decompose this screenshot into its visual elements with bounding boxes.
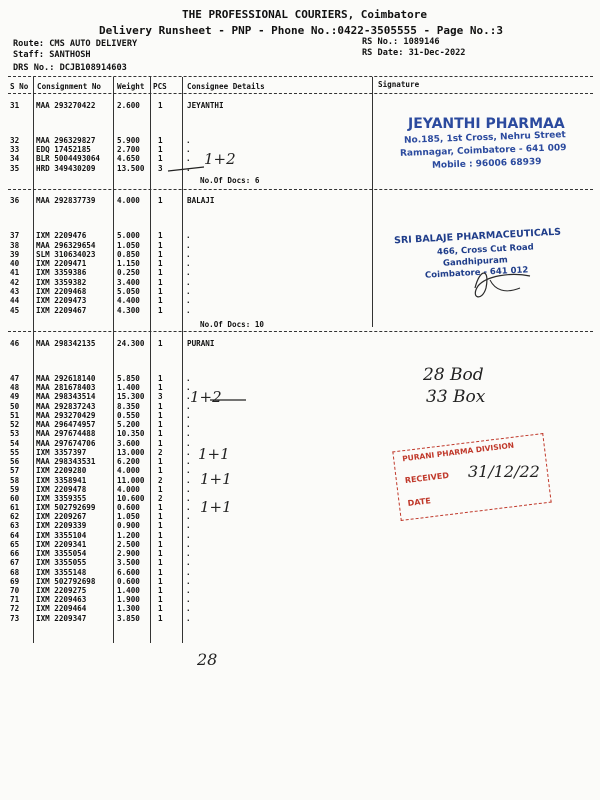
row-pcs: 1 (158, 521, 163, 530)
row-consignment: IXM 2209341 (36, 540, 87, 549)
row-pcs: 1 (158, 306, 163, 315)
row-weight: 1.900 (117, 595, 140, 604)
row-pcs: 1 (158, 374, 163, 383)
row-weight: 0.850 (117, 250, 140, 259)
row-consignment: MAA 297674488 (36, 429, 96, 438)
row-weight: 3.400 (117, 278, 140, 287)
row-weight: 1.050 (117, 241, 140, 250)
row-sno: 70 (10, 586, 20, 595)
row-weight: 15.300 (117, 392, 145, 401)
row-sno: 73 (10, 614, 20, 623)
row-consignment: IXM 3355054 (36, 549, 87, 558)
row-weight: 4.650 (117, 154, 140, 163)
row-mark: . (186, 383, 191, 392)
row-mark: . (186, 374, 191, 383)
row-sno: 66 (10, 549, 20, 558)
col-pcs: PCS (153, 82, 167, 91)
row-sno: 52 (10, 420, 20, 429)
row-mark: . (186, 296, 191, 305)
row-weight: 4.300 (117, 306, 140, 315)
row-pcs: 1 (158, 420, 163, 429)
row-weight: 10.600 (117, 494, 145, 503)
row-sno: 40 (10, 259, 20, 268)
row-consignment: IXM 3359355 (36, 494, 87, 503)
group-divider (8, 189, 593, 190)
row-mark: . (186, 268, 191, 277)
row-consignment: MAA 292837739 (36, 196, 96, 205)
divider (8, 76, 593, 77)
row-weight: 6.200 (117, 457, 140, 466)
row-sno: 71 (10, 595, 20, 604)
row-consignment: IXM 3359382 (36, 278, 87, 287)
row-sno: 58 (10, 476, 20, 485)
consignee-name: PURANI (187, 339, 215, 348)
row-mark: . (186, 531, 191, 540)
row-weight: 2.900 (117, 549, 140, 558)
row-pcs: 1 (158, 558, 163, 567)
row-sno: 41 (10, 268, 20, 277)
row-sno: 34 (10, 154, 20, 163)
consignee-name: BALAJI (187, 196, 215, 205)
row-consignment: MAA 281678403 (36, 383, 96, 392)
row-pcs: 1 (158, 549, 163, 558)
row-sno: 39 (10, 250, 20, 259)
staff-label: Staff: SANTHOSH (13, 50, 91, 60)
column-line (182, 77, 183, 643)
row-consignment: IXM 2209471 (36, 259, 87, 268)
route-label: Route: CMS AUTO DELIVERY (13, 39, 138, 49)
stamp-address: Coimbatore - 641 012 (424, 265, 529, 281)
row-consignment: SLM 310634023 (36, 250, 96, 259)
row-consignment: IXM 2209463 (36, 595, 87, 604)
row-sno: 42 (10, 278, 20, 287)
row-weight: 1.200 (117, 531, 140, 540)
row-weight: 13.000 (117, 448, 145, 457)
row-weight: 3.600 (117, 439, 140, 448)
row-consignment: HRD 349430209 (36, 164, 96, 173)
row-pcs: 2 (158, 494, 163, 503)
row-pcs: 1 (158, 196, 163, 205)
row-weight: 2.600 (117, 101, 140, 110)
row-sno: 56 (10, 457, 20, 466)
row-sno: 63 (10, 521, 20, 530)
total-note: 28 (197, 650, 218, 669)
row-pcs: 1 (158, 278, 163, 287)
row-pcs: 1 (158, 577, 163, 586)
row-pcs: 1 (158, 586, 163, 595)
row-mark: . (186, 402, 191, 411)
row-pcs: 1 (158, 568, 163, 577)
row-weight: 3.500 (117, 558, 140, 567)
row-weight: 4.000 (117, 466, 140, 475)
row-sno: 57 (10, 466, 20, 475)
row-weight: 1.150 (117, 259, 140, 268)
row-mark: . (186, 568, 191, 577)
row-pcs: 1 (158, 241, 163, 250)
row-pcs: 1 (158, 466, 163, 475)
date-label: DATE (407, 496, 432, 508)
col-sno: S No (10, 82, 29, 91)
row-consignment: EDQ 17452185 (36, 145, 91, 154)
row-consignment: MAA 293270429 (36, 411, 96, 420)
row-pcs: 1 (158, 154, 163, 163)
stamp-name: SRI BALAJE PHARMACEUTICALS (393, 226, 562, 247)
row-pcs: 2 (158, 476, 163, 485)
row-weight: 4.400 (117, 296, 140, 305)
row-sno: 67 (10, 558, 20, 567)
company-title: THE PROFESSIONAL COURIERS, Coimbatore (182, 8, 428, 21)
docs-count: No.Of Docs: 6 (200, 176, 260, 185)
row-sno: 32 (10, 136, 20, 145)
row-weight: 2.700 (117, 145, 140, 154)
stamp-phone: Mobile : 96006 68939 (431, 157, 542, 171)
col-consignee: Consignee Details (187, 82, 265, 91)
row-consignment: IXM 2209476 (36, 231, 87, 240)
handwritten-note: 1+2 (190, 388, 222, 406)
row-pcs: 1 (158, 503, 163, 512)
received-label: RECEIVED (404, 470, 450, 486)
row-mark: . (186, 278, 191, 287)
row-sno: 59 (10, 485, 20, 494)
consignee-name: JEYANTHI (187, 101, 224, 110)
row-mark: . (186, 503, 191, 512)
row-consignment: IXM 2209473 (36, 296, 87, 305)
stamp-address: 466, Cross Cut Road (436, 242, 534, 258)
row-weight: 1.300 (117, 604, 140, 613)
rs-date: RS Date: 31-Dec-2022 (362, 48, 466, 58)
row-weight: 4.000 (117, 485, 140, 494)
stamp-name: JEYANTHI PHARMAA (408, 116, 565, 132)
row-weight: 13.500 (117, 164, 145, 173)
row-sno: 31 (10, 101, 20, 110)
row-weight: 4.000 (117, 196, 140, 205)
row-pcs: 2 (158, 448, 163, 457)
stamp-address: No.185, 1st Cross, Nehru Street (403, 130, 566, 146)
row-weight: 6.600 (117, 568, 140, 577)
row-consignment: IXM 2209267 (36, 512, 87, 521)
row-pcs: 1 (158, 512, 163, 521)
row-consignment: IXM 3355104 (36, 531, 87, 540)
row-mark: . (186, 287, 191, 296)
row-pcs: 1 (158, 411, 163, 420)
box-count-note: 28 Bod (423, 365, 484, 385)
row-mark: . (186, 429, 191, 438)
row-weight: 10.350 (117, 429, 145, 438)
row-consignment: IXM 3358941 (36, 476, 87, 485)
row-mark: . (186, 448, 191, 457)
row-weight: 3.850 (117, 614, 140, 623)
row-pcs: 1 (158, 339, 163, 348)
col-weight: Weight (117, 82, 145, 91)
row-pcs: 1 (158, 439, 163, 448)
row-sno: 64 (10, 531, 20, 540)
row-sno: 35 (10, 164, 20, 173)
group-divider (8, 331, 593, 332)
column-line (113, 77, 114, 643)
arrow-mark (166, 163, 206, 175)
row-mark: . (186, 604, 191, 613)
row-sno: 33 (10, 145, 20, 154)
row-mark: . (186, 466, 191, 475)
box-count-note: 33 Box (426, 387, 486, 407)
row-weight: 1.400 (117, 383, 140, 392)
row-weight: 11.000 (117, 476, 145, 485)
row-sno: 46 (10, 339, 20, 348)
row-pcs: 1 (158, 268, 163, 277)
row-consignment: IXM 2209464 (36, 604, 87, 613)
row-consignment: IXM 3359386 (36, 268, 87, 277)
row-consignment: IXM 3355148 (36, 568, 87, 577)
row-sno: 53 (10, 429, 20, 438)
row-mark: . (186, 231, 191, 240)
row-mark: . (186, 392, 191, 401)
underline-mark (208, 396, 248, 406)
row-pcs: 1 (158, 540, 163, 549)
row-mark: . (186, 241, 191, 250)
row-consignment: IXM 2209347 (36, 614, 87, 623)
row-consignment: IXM 2209468 (36, 287, 87, 296)
row-pcs: 1 (158, 531, 163, 540)
row-pcs: 1 (158, 595, 163, 604)
row-weight: 8.350 (117, 402, 140, 411)
row-sno: 48 (10, 383, 20, 392)
row-sno: 72 (10, 604, 20, 613)
row-consignment: MAA 292618140 (36, 374, 96, 383)
row-pcs: 1 (158, 485, 163, 494)
row-mark: . (186, 521, 191, 530)
handwritten-note: 1+1 (198, 445, 230, 463)
column-line (372, 77, 373, 327)
row-pcs: 1 (158, 259, 163, 268)
row-consignment: IXM 502792698 (36, 577, 96, 586)
handwritten-note: 1+2 (204, 150, 236, 168)
row-pcs: 1 (158, 250, 163, 259)
row-mark: . (186, 512, 191, 521)
row-pcs: 1 (158, 614, 163, 623)
col-signature: Signature (378, 80, 420, 89)
row-pcs: 1 (158, 402, 163, 411)
row-consignment: IXM 3355055 (36, 558, 87, 567)
row-sno: 55 (10, 448, 20, 457)
row-weight: 0.250 (117, 268, 140, 277)
row-sno: 62 (10, 512, 20, 521)
row-sno: 61 (10, 503, 20, 512)
drs-number: DRS No.: DCJB108914603 (13, 63, 127, 73)
stamp-address: Gandhipuram (442, 255, 508, 269)
row-consignment: IXM 2209478 (36, 485, 87, 494)
row-consignment: MAA 296329827 (36, 136, 96, 145)
row-mark: . (186, 485, 191, 494)
row-weight: 5.050 (117, 287, 140, 296)
row-sno: 44 (10, 296, 20, 305)
stamp-name: PURANI PHARMA DIVISION (401, 440, 515, 464)
row-pcs: 1 (158, 383, 163, 392)
row-sno: 47 (10, 374, 20, 383)
row-weight: 5.200 (117, 420, 140, 429)
row-mark: . (186, 476, 191, 485)
row-sno: 69 (10, 577, 20, 586)
row-sno: 65 (10, 540, 20, 549)
row-consignment: IXM 2209280 (36, 466, 87, 475)
row-mark: . (186, 558, 191, 567)
row-mark: . (186, 250, 191, 259)
row-weight: 2.500 (117, 540, 140, 549)
row-mark: . (186, 577, 191, 586)
row-pcs: 1 (158, 101, 163, 110)
row-sno: 49 (10, 392, 20, 401)
row-mark: . (186, 595, 191, 604)
row-consignment: MAA 298343514 (36, 392, 96, 401)
row-sno: 43 (10, 287, 20, 296)
row-sno: 38 (10, 241, 20, 250)
row-pcs: 1 (158, 287, 163, 296)
row-consignment: IXM 2209467 (36, 306, 87, 315)
row-sno: 54 (10, 439, 20, 448)
handwritten-note: 1+1 (200, 498, 232, 516)
row-consignment: IXM 2209339 (36, 521, 87, 530)
row-pcs: 1 (158, 136, 163, 145)
row-mark: . (186, 306, 191, 315)
row-consignment: BLR 5004493064 (36, 154, 101, 163)
row-pcs: 1 (158, 296, 163, 305)
row-consignment: MAA 298343531 (36, 457, 96, 466)
row-weight: 5.850 (117, 374, 140, 383)
row-mark: . (186, 411, 191, 420)
row-consignment: MAA 296329654 (36, 241, 96, 250)
row-pcs: 3 (158, 164, 163, 173)
row-mark: . (186, 420, 191, 429)
row-consignment: MAA 297674706 (36, 439, 96, 448)
row-pcs: 1 (158, 604, 163, 613)
row-consignment: MAA 293270422 (36, 101, 96, 110)
row-mark: . (186, 494, 191, 503)
signature-scribble (420, 258, 550, 308)
row-mark: . (186, 145, 191, 154)
row-weight: 1.050 (117, 512, 140, 521)
row-weight: 0.600 (117, 577, 140, 586)
row-sno: 60 (10, 494, 20, 503)
received-date-note: 31/12/22 (468, 462, 540, 481)
row-pcs: 1 (158, 457, 163, 466)
row-sno: 50 (10, 402, 20, 411)
stamp-address: Ramnagar, Coimbatore - 641 009 (399, 143, 567, 159)
row-mark: . (186, 614, 191, 623)
row-weight: 0.600 (117, 503, 140, 512)
row-sno: 36 (10, 196, 20, 205)
row-sno: 45 (10, 306, 20, 315)
column-line (33, 77, 34, 643)
row-consignment: MAA 298342135 (36, 339, 96, 348)
row-sno: 51 (10, 411, 20, 420)
row-mark: . (186, 586, 191, 595)
handwritten-note: 1+1 (200, 470, 232, 488)
row-pcs: 1 (158, 429, 163, 438)
docs-count: No.Of Docs: 10 (200, 320, 265, 329)
row-sno: 37 (10, 231, 20, 240)
row-consignment: MAA 292837243 (36, 402, 96, 411)
row-weight: 5.000 (117, 231, 140, 240)
row-consignment: IXM 2209275 (36, 586, 87, 595)
column-line (150, 77, 151, 643)
row-sno: 68 (10, 568, 20, 577)
row-pcs: 1 (158, 145, 163, 154)
runsheet-title: Delivery Runsheet - PNP - Phone No.:0422-3505555 - Page No.:3 (99, 24, 503, 37)
row-weight: 24.300 (117, 339, 145, 348)
row-consignment: IXM 502792699 (36, 503, 96, 512)
row-mark: . (186, 136, 191, 145)
row-weight: 0.550 (117, 411, 140, 420)
row-pcs: 3 (158, 392, 163, 401)
row-mark: . (186, 259, 191, 268)
row-mark: . (186, 457, 191, 466)
row-weight: 5.900 (117, 136, 140, 145)
row-pcs: 1 (158, 231, 163, 240)
row-consignment: MAA 296474957 (36, 420, 96, 429)
row-consignment: IXM 3357397 (36, 448, 87, 457)
divider (8, 93, 593, 94)
col-consignment: Consignment No (37, 82, 102, 91)
row-mark: . (186, 540, 191, 549)
row-weight: 1.400 (117, 586, 140, 595)
row-mark: . (186, 439, 191, 448)
row-mark: . (186, 549, 191, 558)
rs-number: RS No.: 1089146 (362, 37, 440, 47)
row-mark: . (186, 154, 191, 163)
row-weight: 0.900 (117, 521, 140, 530)
